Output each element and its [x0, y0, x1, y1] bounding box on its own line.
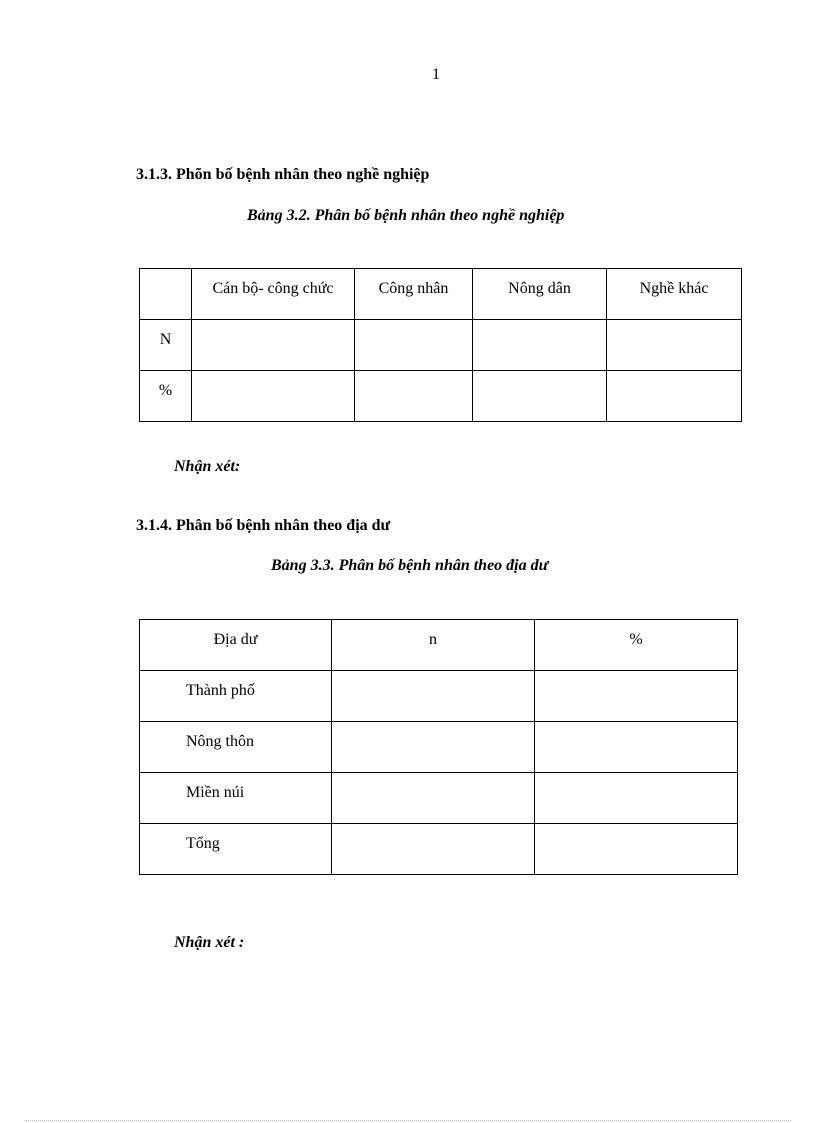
table-caption-geography: Bảng 3.3. Phân bố bệnh nhân theo địa dư [271, 557, 549, 574]
section-heading-occupation: 3.1.3. Phõn bố bệnh nhân theo nghề nghiệp [136, 166, 430, 183]
table-row [140, 722, 738, 773]
table-cell [332, 722, 535, 773]
table-cell [535, 824, 738, 875]
table-row [140, 371, 742, 422]
row-label-cell: Nông thôn [140, 722, 332, 773]
table-header-cell: Nông dân [473, 269, 607, 320]
table-cell [535, 722, 738, 773]
table-cell [332, 773, 535, 824]
table-header-cell: Nghề khác [607, 269, 742, 320]
table-cell [355, 320, 473, 371]
table-header-cell: % [535, 620, 738, 671]
row-label-cell: Tổng [140, 824, 332, 875]
table-cell [535, 671, 738, 722]
page-number: 1 [432, 66, 440, 83]
table-row [140, 320, 742, 371]
table-caption-occupation: Bảng 3.2. Phân bố bệnh nhân theo nghề nghiệp [247, 207, 565, 224]
table-cell [332, 824, 535, 875]
table-header-row [140, 620, 738, 671]
table-cell [355, 371, 473, 422]
table-cell [192, 371, 355, 422]
occupation-table [139, 268, 742, 422]
remark-geography: Nhận xét : [174, 934, 245, 951]
table-header-cell: Cán bộ- công chức [192, 269, 355, 320]
table-row [140, 773, 738, 824]
row-label-cell: Miền núi [140, 773, 332, 824]
table-cell [473, 371, 607, 422]
row-label-cell: % [140, 371, 192, 422]
table-header-cell: n [332, 620, 535, 671]
table-cell [607, 371, 742, 422]
table-cell [192, 320, 355, 371]
section-heading-geography: 3.1.4. Phân bố bệnh nhân theo địa dư [136, 517, 391, 534]
row-label-cell: N [140, 320, 192, 371]
table-header-cell: Công nhân [355, 269, 473, 320]
table-cell [332, 671, 535, 722]
table-header-cell: Địa dư [140, 620, 332, 671]
table-cell [535, 773, 738, 824]
table-header-cell [140, 269, 192, 320]
geography-table [139, 619, 738, 875]
table-row [140, 671, 738, 722]
table-row [140, 824, 738, 875]
table-cell [607, 320, 742, 371]
row-label-cell: Thành phố [140, 671, 332, 722]
table-cell [473, 320, 607, 371]
table-header-row [140, 269, 742, 320]
page-bottom-divider [25, 1120, 791, 1121]
remark-occupation: Nhận xét: [174, 458, 241, 475]
